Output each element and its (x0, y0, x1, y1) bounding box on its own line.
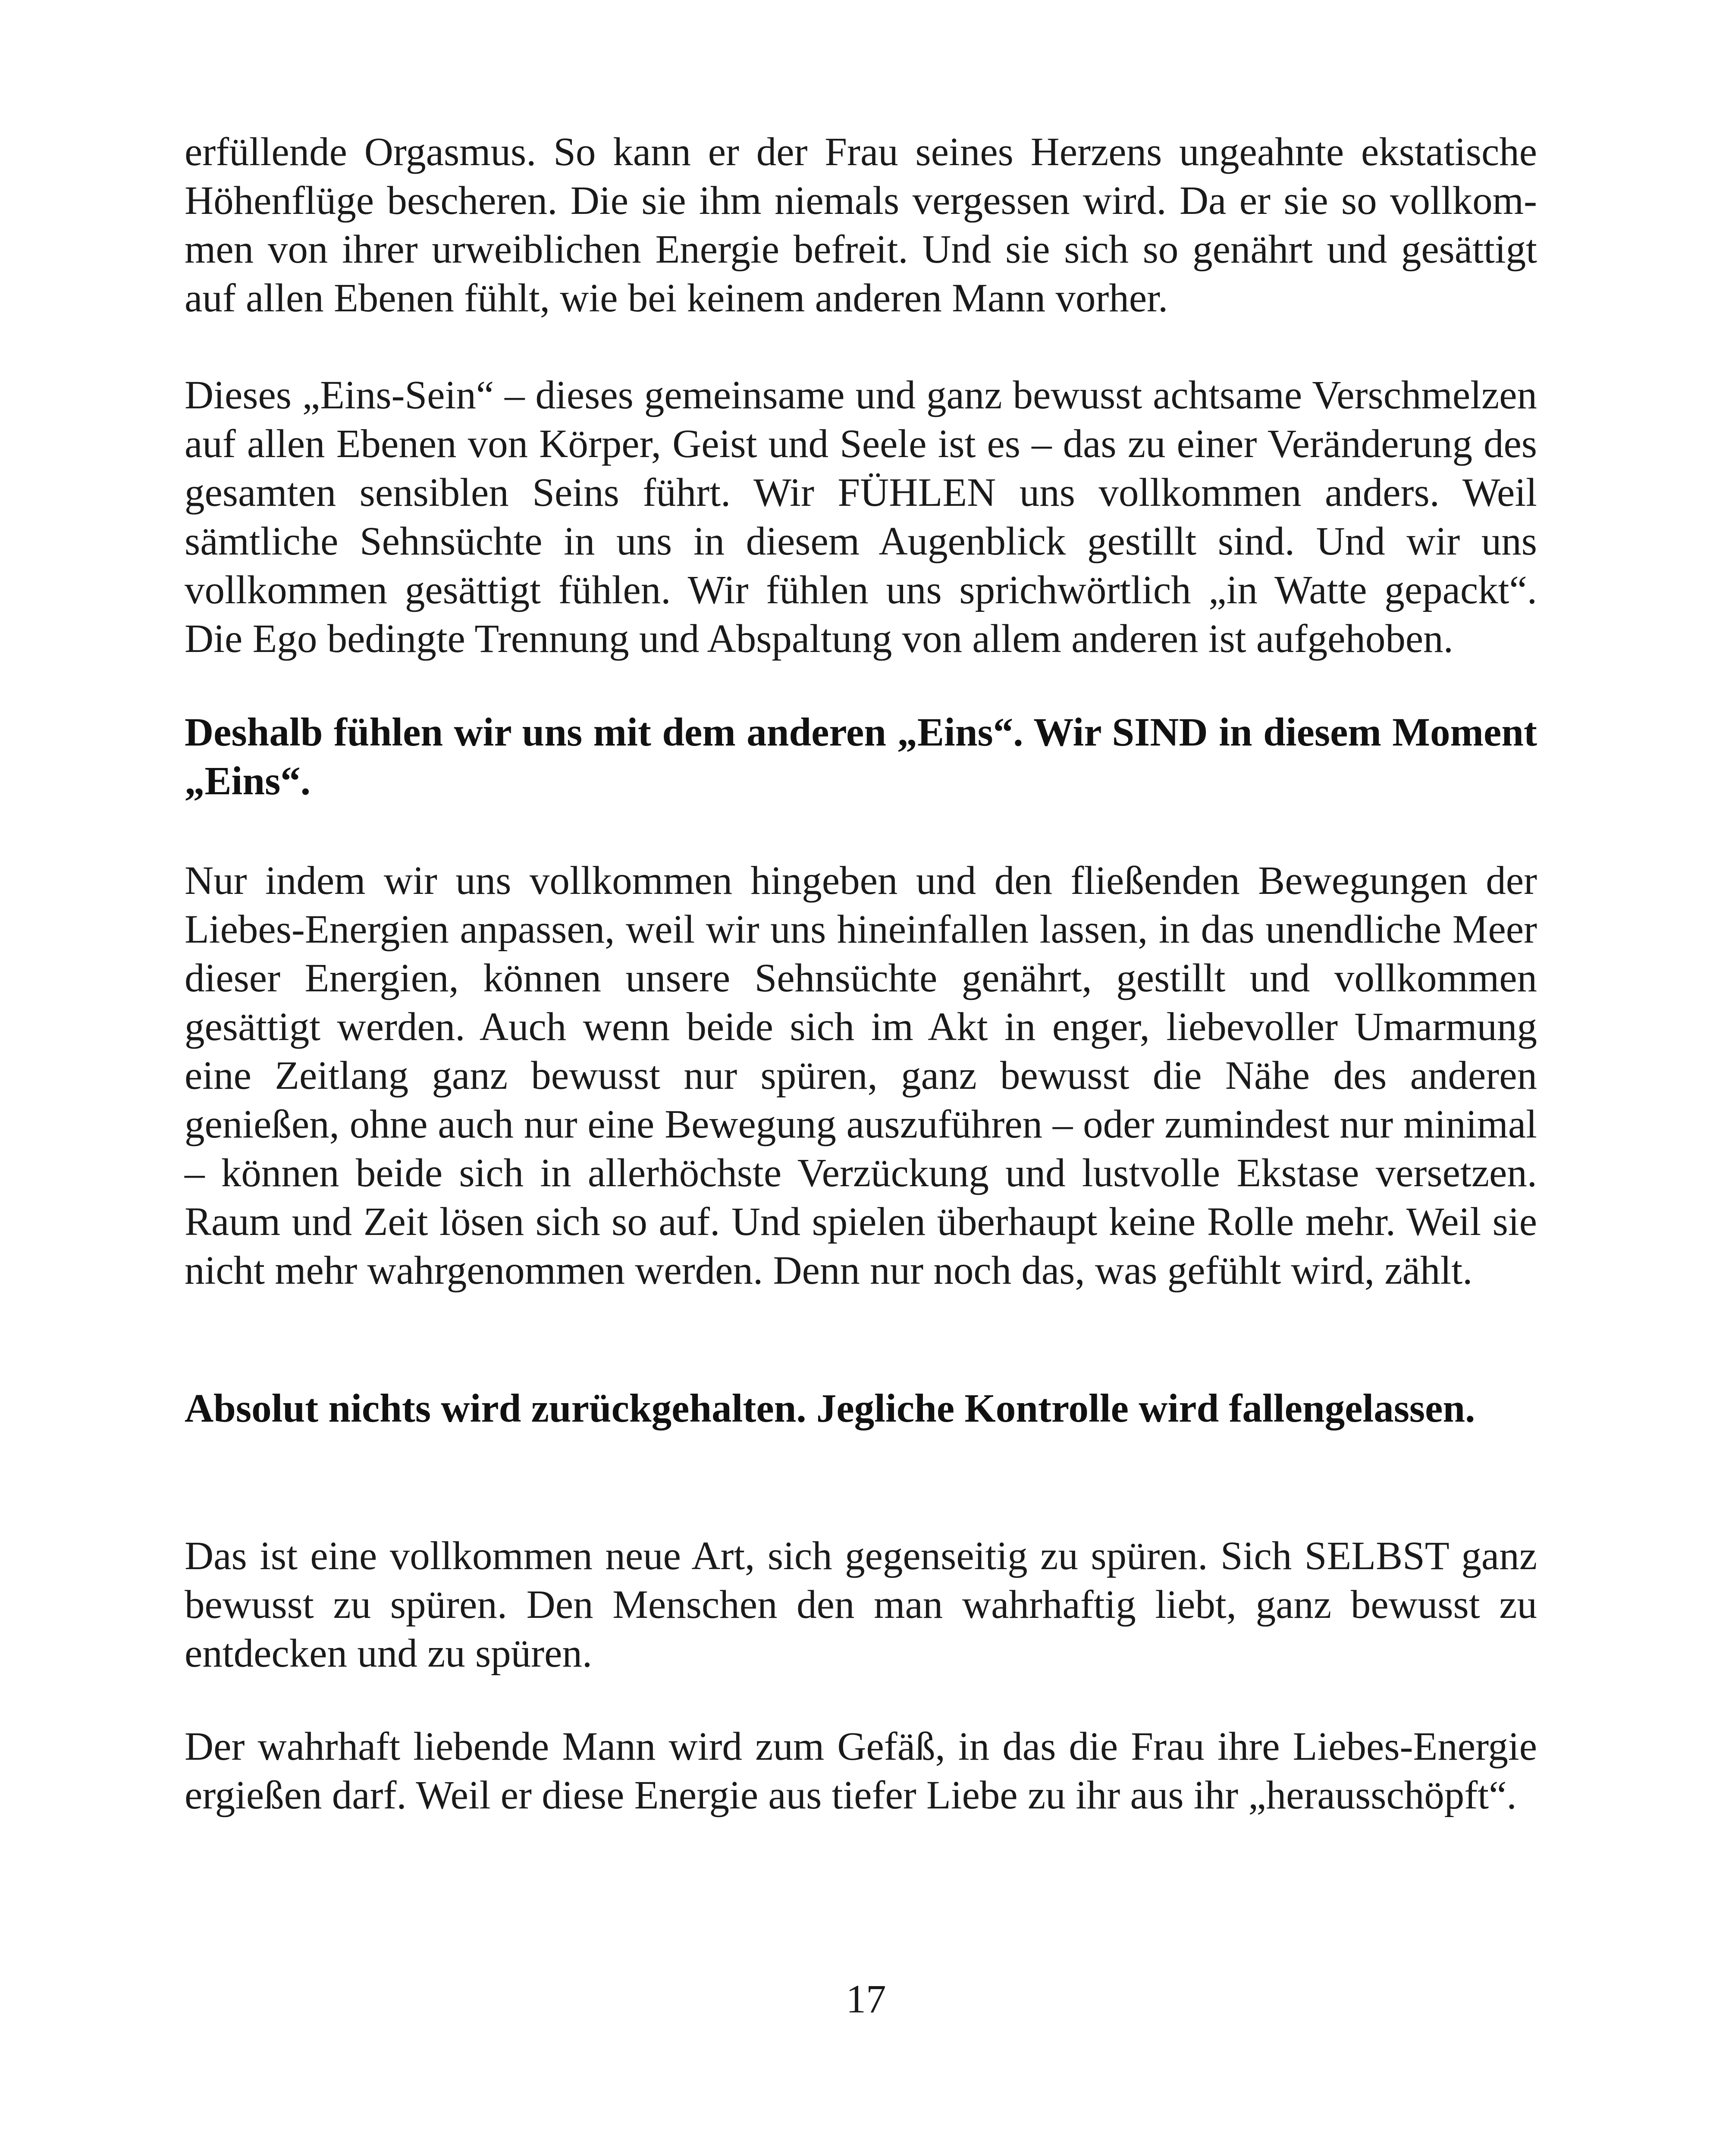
body-paragraph: Dieses „Eins-Sein“ – dieses gemeinsame und ganz bewusst achtsame Verschmelzen auf allen Ebenen von Körper, Geist und Seele ist es – das zu einer Veränderung des gesamten sensiblen Seins führt. Wir FÜHLEN uns vollkommen anders. Weil sämtliche Sehnsüchte in uns in diesem Augenblick gestillt sind. Und wir uns vollkommen gesättigt fühlen. Wir fühlen uns sprichwörtlich „in Watte gepackt“. Die Ego bedingte Trennung und Abspaltung von allem anderen ist aufgehoben. (185, 373, 1537, 661)
body-paragraph: erfüllende Orgasmus. So kann er der Frau seines Herzens ungeahnte ekstatische Höhenflüge bescheren. Die sie ihm niemals vergessen wird. Da er sie so vollkommen von ihrer urweiblichen Energie befreit. Und sie sich so genährt und gesättigt auf allen Ebenen fühlt, wie bei keinem anderen Mann vorher. (185, 130, 1537, 320)
body-paragraph: Das ist eine vollkommen neue Art, sich gegenseitig zu spüren. Sich SELBST ganz bewusst zu spüren. Den Menschen den man wahrhaftig liebt, ganz bewusst zu entdecken und zu spüren. (185, 1534, 1537, 1676)
bold-statement: Absolut nichts wird zurückgehalten. Jegliche Kontrolle wird fallengelassen. (185, 1386, 1475, 1431)
page-number: 17 (846, 1977, 886, 2021)
body-paragraph: Nur indem wir uns vollkommen hingeben und den fließenden Bewegungen der Liebes-Energien anpassen, weil wir uns hineinfallen lassen, in das unendliche Meer dieser Energien, können unsere Sehnsüchte genährt, gestillt und vollkommen gesättigt werden. Auch wenn beide sich im Akt in enger, liebevoller Umarmung eine Zeitlang ganz bewusst nur spüren, ganz bewusst die Nähe des anderen genießen, ohne auch nur eine Bewegung auszuführen – oder zumindest nur minimal – können beide sich in allerhöchste Verzückung und lustvolle Ekstase versetzen. Raum und Zeit lösen sich so auf. Und spielen überhaupt keine Rolle mehr. Weil sie nicht mehr wahrgenommen werden. Denn nur noch das, was gefühlt wird, zählt. (185, 859, 1537, 1293)
bold-statement: Deshalb fühlen wir uns mit dem anderen „Eins“. Wir SIND in diesem Moment „Eins“. (185, 710, 1537, 803)
body-paragraph: Der wahrhaft liebende Mann wird zum Gefäß, in das die Frau ihre Liebes-Energie ergießen darf. Weil er diese Energie aus tiefer Liebe zu ihr aus ihr „herausschöpft“. (185, 1724, 1537, 1818)
